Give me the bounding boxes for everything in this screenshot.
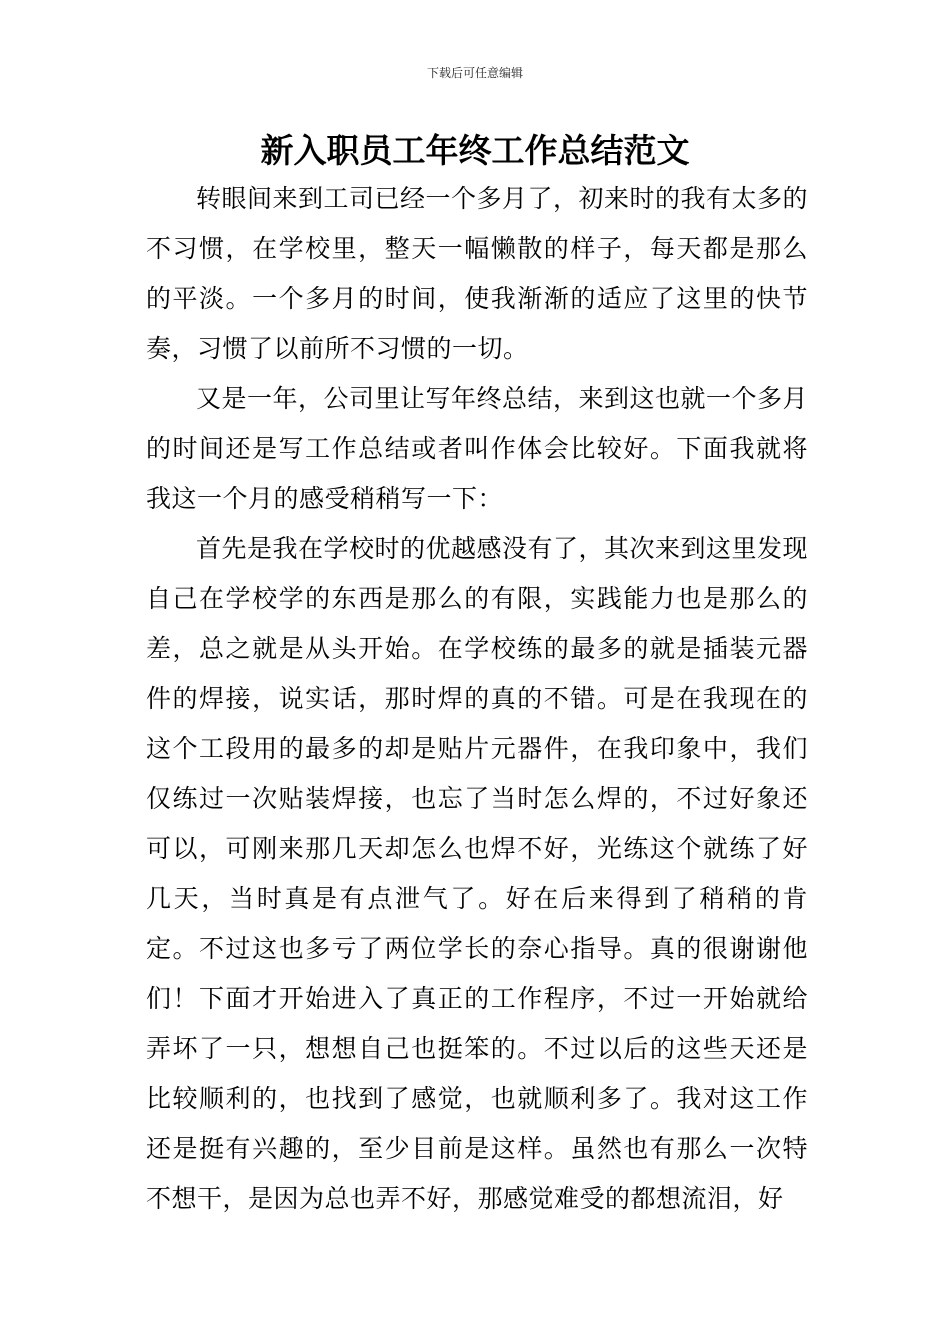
- document-title: 新入职员工年终工作总结范文: [260, 131, 690, 170]
- document-body: [146, 174, 808, 1224]
- page-header-note: 下载后可任意编辑: [426, 66, 523, 80]
- paragraph-2: 又是一年，公司里让写年终总结，来到这也就一个多月的时间还是写工作总结或者叫作体会比较好。下面我就将我这一个月的感受稍稍写一下：: [146, 384, 809, 513]
- paragraph-3: 首先是我在学校时的优越感没有了，其次来到这里发现自己在学校学的东西是那么的有限，实践能力也是那么的差，总之就是从头开始。在学校练的最多的就是插装元器件的焊接，说实话，那时焊的真的不错。可是在我现在的这个工段用的最多的却是贴片元器件，在我印象中，我们仅练过一次贴装焊接，也忘了当时怎么焊的，不过好象还可以，可刚来那几天却怎么也焊不好，光练这个就练了好几天，当时真是有点泄气了。好在后来得到了稍稍的肯定。不过这也多亏了两位学长的奈心指导。真的很谢谢他们！下面才开始进入了真正的工作程序，不过一开始就给弄坏了一只，想想自己也挺笨的。不过以后的这些天还是比较顺利的，也找到了感觉，也就顺利多了。我对这工作还是挺有兴趣的，至少目前是这样。虽然也有那么一次特不想干，是因为总也弄不好，那感觉难受的都想流泪，好: [146, 534, 809, 1213]
- paragraph-1: 转眼间来到工司已经一个多月了，初来时的我有太多的不习惯，在学校里，整天一幅懒散的样子，每天都是那么的平淡。一个多月的时间，使我渐渐的适应了这里的快节奏，习惯了以前所不习惯的一切。: [146, 184, 809, 363]
